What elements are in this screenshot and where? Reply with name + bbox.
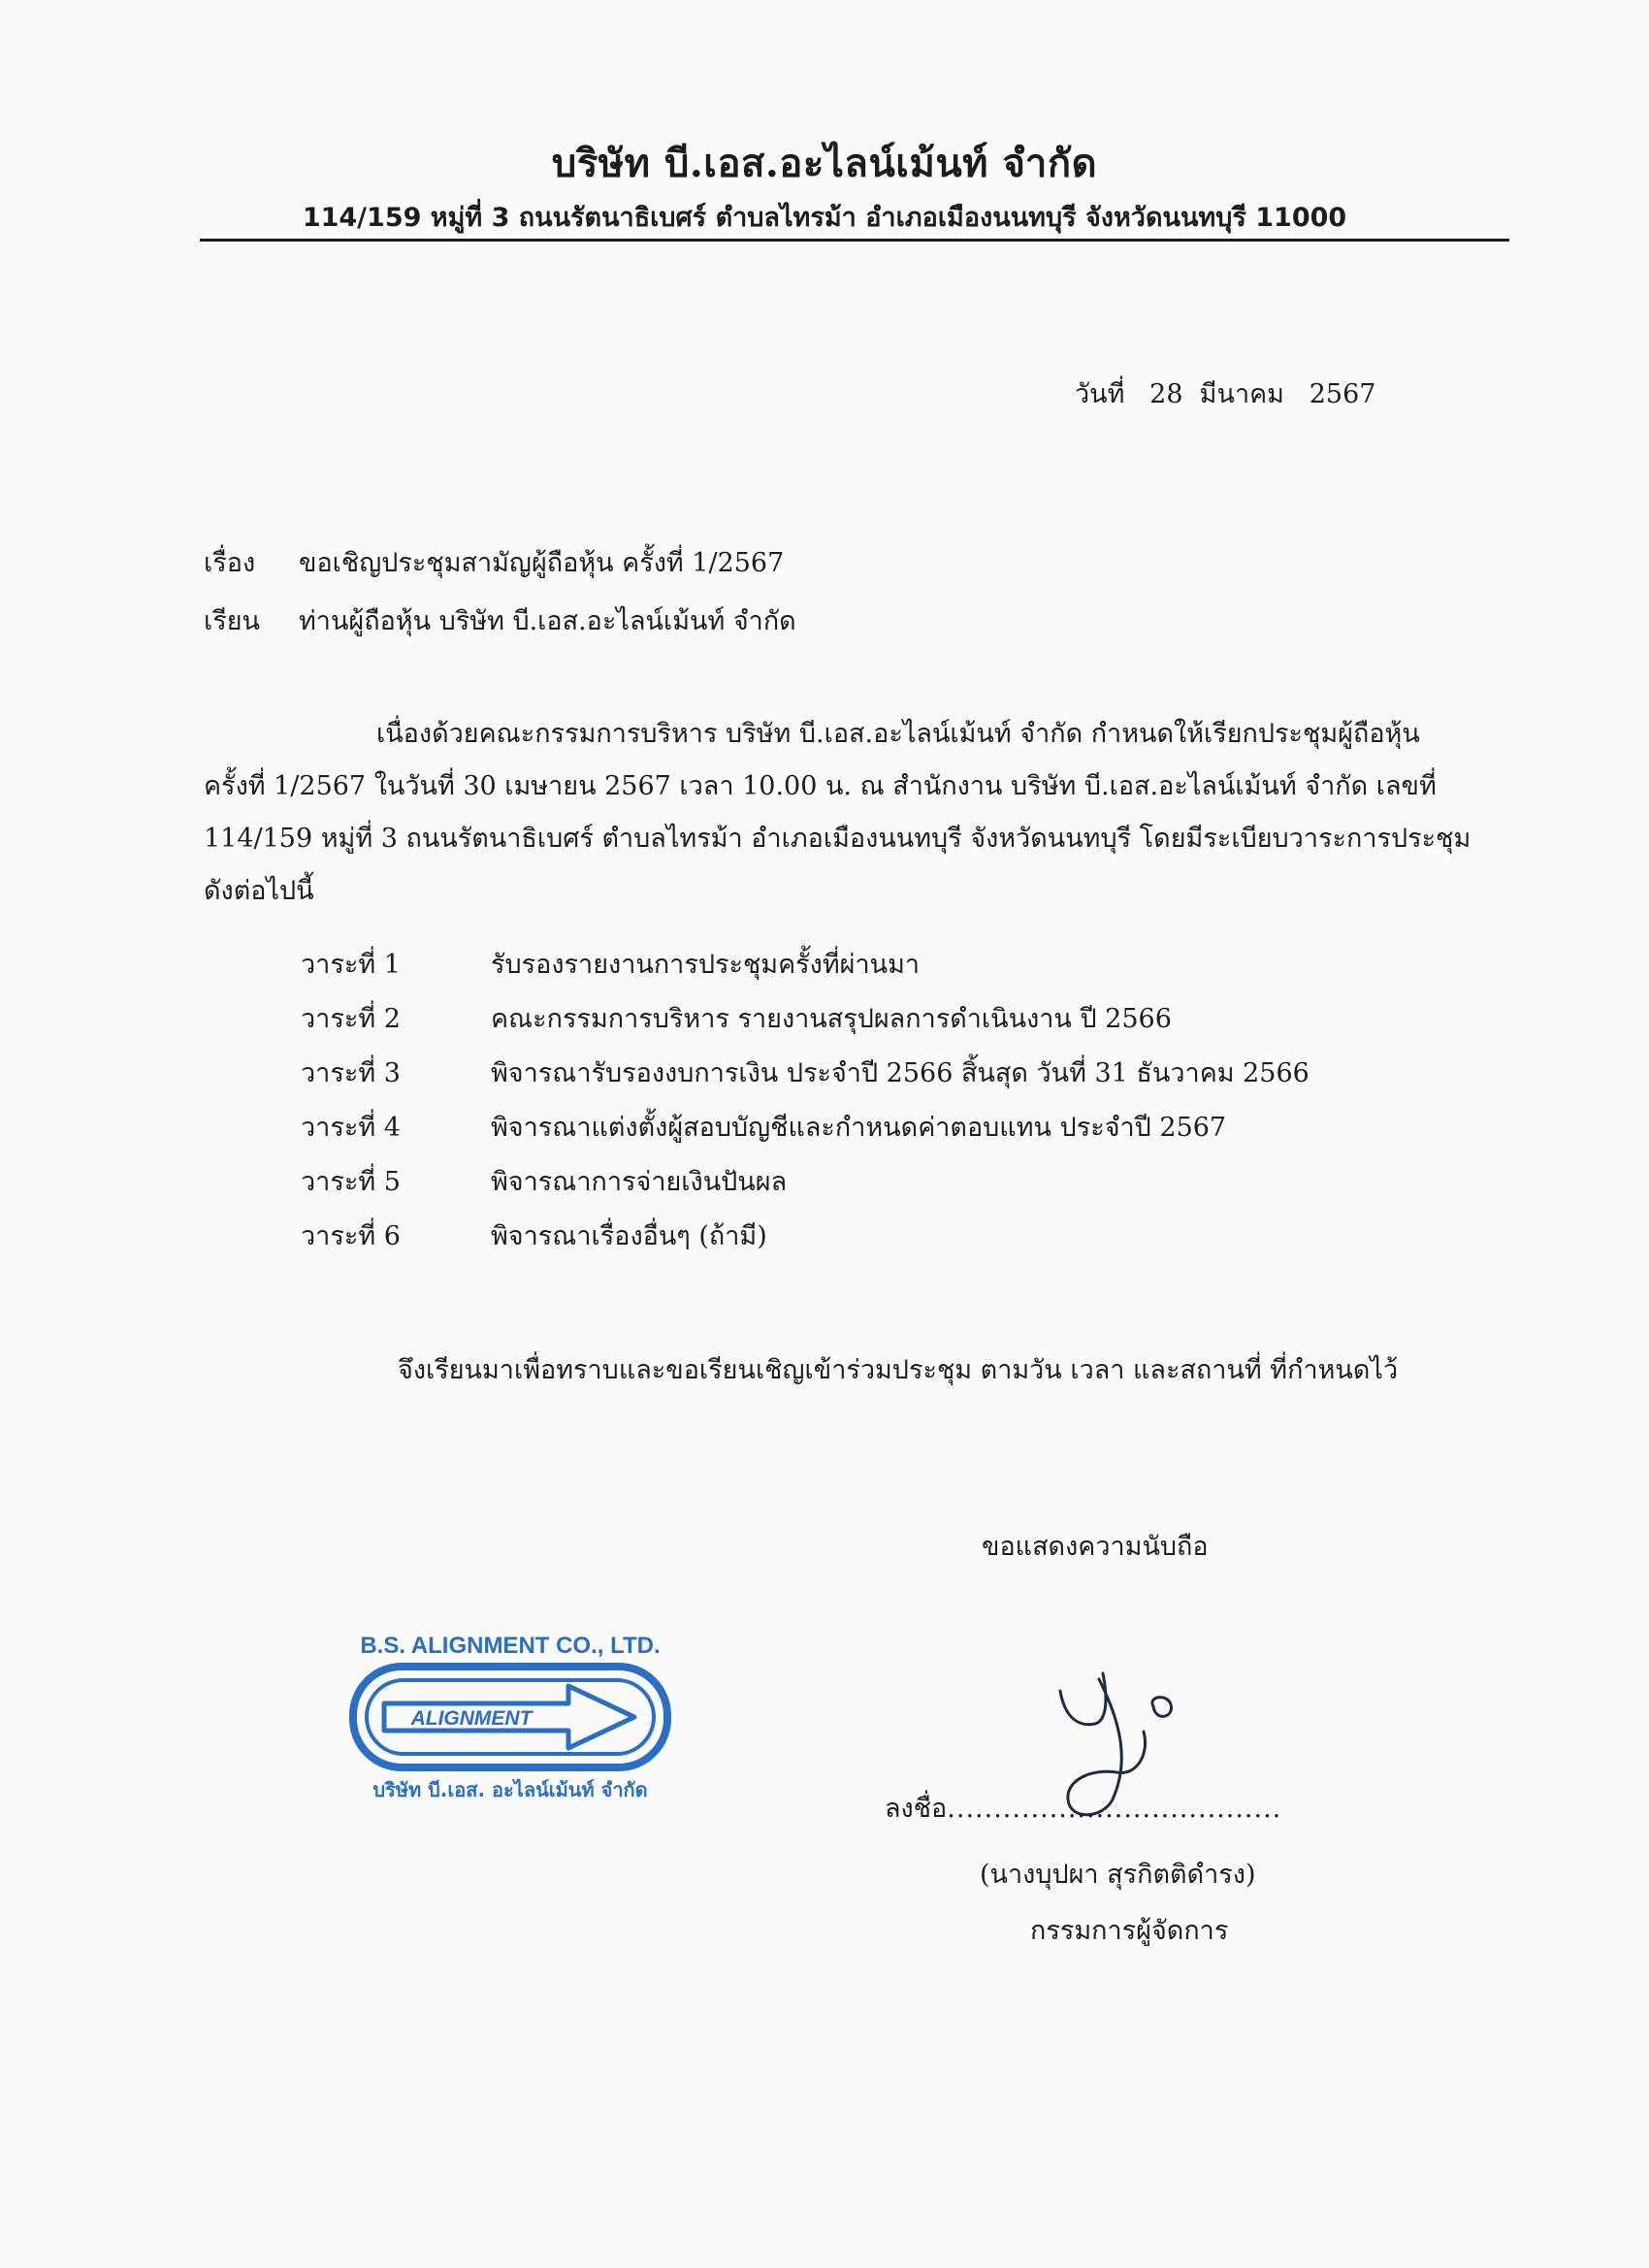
regards-text: ขอแสดงความนับถือ: [982, 1532, 1209, 1562]
company-stamp: [345, 1624, 675, 1808]
letter-date: วันที่ 28 มีนาคม 2567: [1075, 379, 1376, 409]
agenda-item: [301, 1215, 1649, 1269]
agenda-item: [301, 997, 1649, 1052]
agenda-number: วาระที่ 3: [301, 1058, 401, 1088]
signer-position: กรรมการผู้จัดการ: [1030, 1916, 1229, 1946]
body-line: ดังต่อไปนี้: [204, 876, 314, 906]
closing-text: จึงเรียนมาเพื่อทราบและขอเรียนเชิญเข้าร่วมประชุม ตามวัน เวลา และสถานที่ ที่กำหนดไว้: [398, 1355, 1399, 1385]
sign-line: [885, 1787, 1281, 1829]
body-line: เนื่องด้วยคณะกรรมการบริหาร บริษัท บี.เอส.อะไลน์เม้นท์ จำกัด กำหนดให้เรียกประชุมผู้ถือหุ้น: [376, 719, 1420, 749]
agenda-item: [301, 1160, 1649, 1215]
agenda-topic: รับรองรายงานการประชุมครั้งที่ผ่านมา: [491, 950, 921, 980]
sign-label: ลงชื่อ: [885, 1794, 948, 1824]
subject-text: ขอเชิญประชุมสามัญผู้ถือหุ้น ครั้งที่ 1/2567: [299, 548, 785, 578]
body-line: 114/159 หมู่ที่ 3 ถนนรัตนาธิเบศร์ ตำบลไทรม้า อำเภอเมืองนนทบุรี จังหวัดนนทบุรี โดยมีระเบียบวาระการประชุม: [204, 824, 1471, 854]
header-divider: [200, 239, 1509, 242]
signer-name: (นางบุปผา สุรกิตติดำรง): [980, 1860, 1256, 1890]
agenda-topic: พิจารณาการจ่ายเงินปันผล: [491, 1167, 788, 1197]
stamp-bottom-text: บริษัท บี.เอส. อะไลน์เม้นท์ จำกัด: [372, 1778, 648, 1801]
subject-label: เรื่อง: [204, 548, 256, 578]
recipient-text: ท่านผู้ถือหุ้น บริษัท บี.เอส.อะไลน์เม้นท์ จำกัด: [299, 606, 796, 636]
agenda-number: วาระที่ 1: [301, 950, 401, 980]
stamp-arrow-text: ALIGNMENT: [410, 1707, 533, 1730]
agenda-number: วาระที่ 4: [301, 1113, 401, 1143]
recipient-label: เรียน: [204, 606, 261, 636]
signature-loop: [1152, 1698, 1172, 1717]
agenda-item: [301, 943, 1649, 997]
company-address: 114/159 หมู่ที่ 3 ถนนรัตนาธิเบศร์ ตำบลไทรม้า อำเภอเมืองนนทบุรี จังหวัดนนทบุรี 11000: [302, 203, 1347, 233]
agenda-topic: พิจารณาแต่งตั้งผู้สอบบัญชีและกำหนดค่าตอบแทน ประจำปี 2567: [491, 1113, 1227, 1143]
body-paragraph: [204, 708, 1504, 918]
agenda-item: [301, 1052, 1649, 1106]
sign-dots: ....................................: [947, 1794, 1282, 1824]
agenda-item: [301, 1106, 1649, 1160]
agenda-number: วาระที่ 5: [301, 1167, 401, 1197]
company-name: บริษัท บี.เอส.อะไลน์เม้นท์ จำกัด: [551, 141, 1098, 186]
agenda-topic: พิจารณารับรองงบการเงิน ประจำปี 2566 สิ้นสุด วันที่ 31 ธันวาคม 2566: [491, 1058, 1310, 1088]
agenda-topic: พิจารณาเรื่องอื่นๆ (ถ้ามี): [491, 1221, 767, 1251]
agenda-number: วาระที่ 6: [301, 1221, 401, 1251]
agenda-number: วาระที่ 2: [301, 1004, 401, 1034]
body-line: ครั้งที่ 1/2567 ในวันที่ 30 เมษายน 2567 เวลา 10.00 น. ณ สำนักงาน บริษัท บี.เอส.อะไลน์เม้นท์ จำกัด เลขที่: [204, 771, 1437, 801]
agenda-topic: คณะกรรมการบริหาร รายงานสรุปผลการดำเนินงาน ปี 2566: [491, 1004, 1172, 1034]
stamp-top-text: B.S. ALIGNMENT CO., LTD.: [360, 1633, 661, 1659]
